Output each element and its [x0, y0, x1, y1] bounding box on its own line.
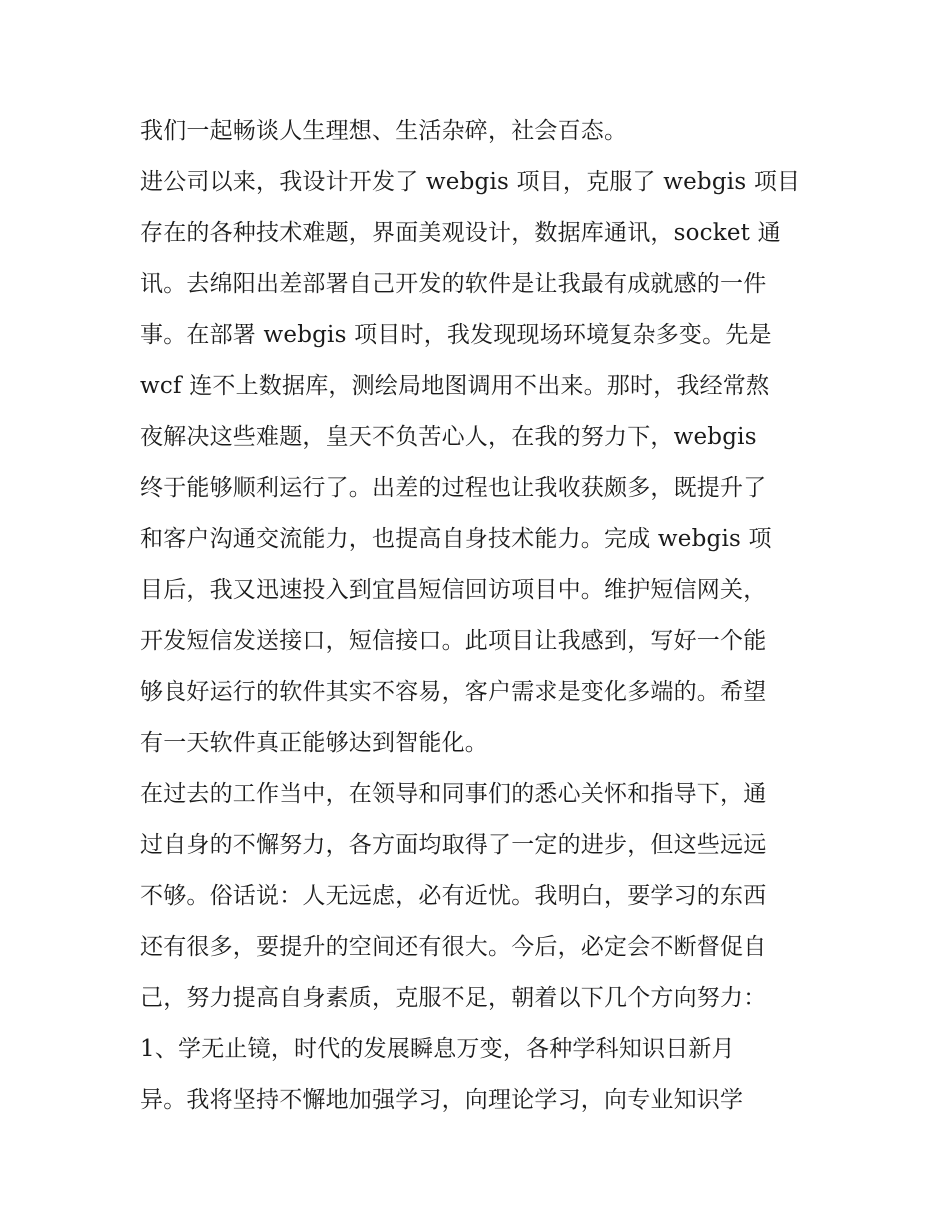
text-line: 目后，我又迅速投入到宜昌短信回访项目中。维护短信网关，: [140, 577, 767, 603]
text-line: wcf 连不上数据库，测绘局地图调用不出来。那时，我经常熬: [140, 373, 770, 399]
text-line: 存在的各种技术难题，界面美观设计，数据库通讯，socket 通: [140, 220, 781, 246]
text-line: 1、学无止镜，时代的发展瞬息万变，各种学科知识日新月: [140, 1036, 735, 1062]
text-line: 不够。俗话说：人无远虑，必有近忧。我明白，要学习的东西: [140, 883, 767, 909]
text-line: 还有很多，要提升的空间还有很大。今后，必定会不断督促自: [140, 934, 767, 960]
text-line: 异。我将坚持不懈地加强学习，向理论学习，向专业知识学: [140, 1087, 744, 1113]
text-line: 过自身的不懈努力，各方面均取得了一定的进步，但这些远远: [140, 832, 767, 858]
text-line: 和客户沟通交流能力，也提高自身技术能力。完成 webgis 项: [140, 526, 772, 552]
text-line: 有一天软件真正能够达到智能化。: [140, 730, 488, 756]
body-text: [140, 106, 830, 1126]
text-line: 己，努力提高自身素质，克服不足，朝着以下几个方向努力：: [140, 985, 767, 1011]
text-line: 在过去的工作当中，在领导和同事们的悉心关怀和指导下，通: [140, 781, 767, 807]
text-line: 事。在部署 webgis 项目时，我发现现场环境复杂多变。先是: [140, 322, 772, 348]
text-line: 我们一起畅谈人生理想、生活杂碎，社会百态。: [140, 118, 628, 144]
text-line: 终于能够顺利运行了。出差的过程也让我收获颇多，既提升了: [140, 475, 767, 501]
text-line: 夜解决这些难题，皇天不负苦心人，在我的努力下，webgis: [140, 424, 757, 450]
text-line: 开发短信发送接口，短信接口。此项目让我感到，写好一个能: [140, 628, 767, 654]
text-line: 进公司以来，我设计开发了 webgis 项目，克服了 webgis 项目: [140, 169, 801, 195]
text-line: 够良好运行的软件其实不容易，客户需求是变化多端的。希望: [140, 679, 767, 705]
text-line: 讯。去绵阳出差部署自己开发的软件是让我最有成就感的一件: [140, 271, 767, 297]
